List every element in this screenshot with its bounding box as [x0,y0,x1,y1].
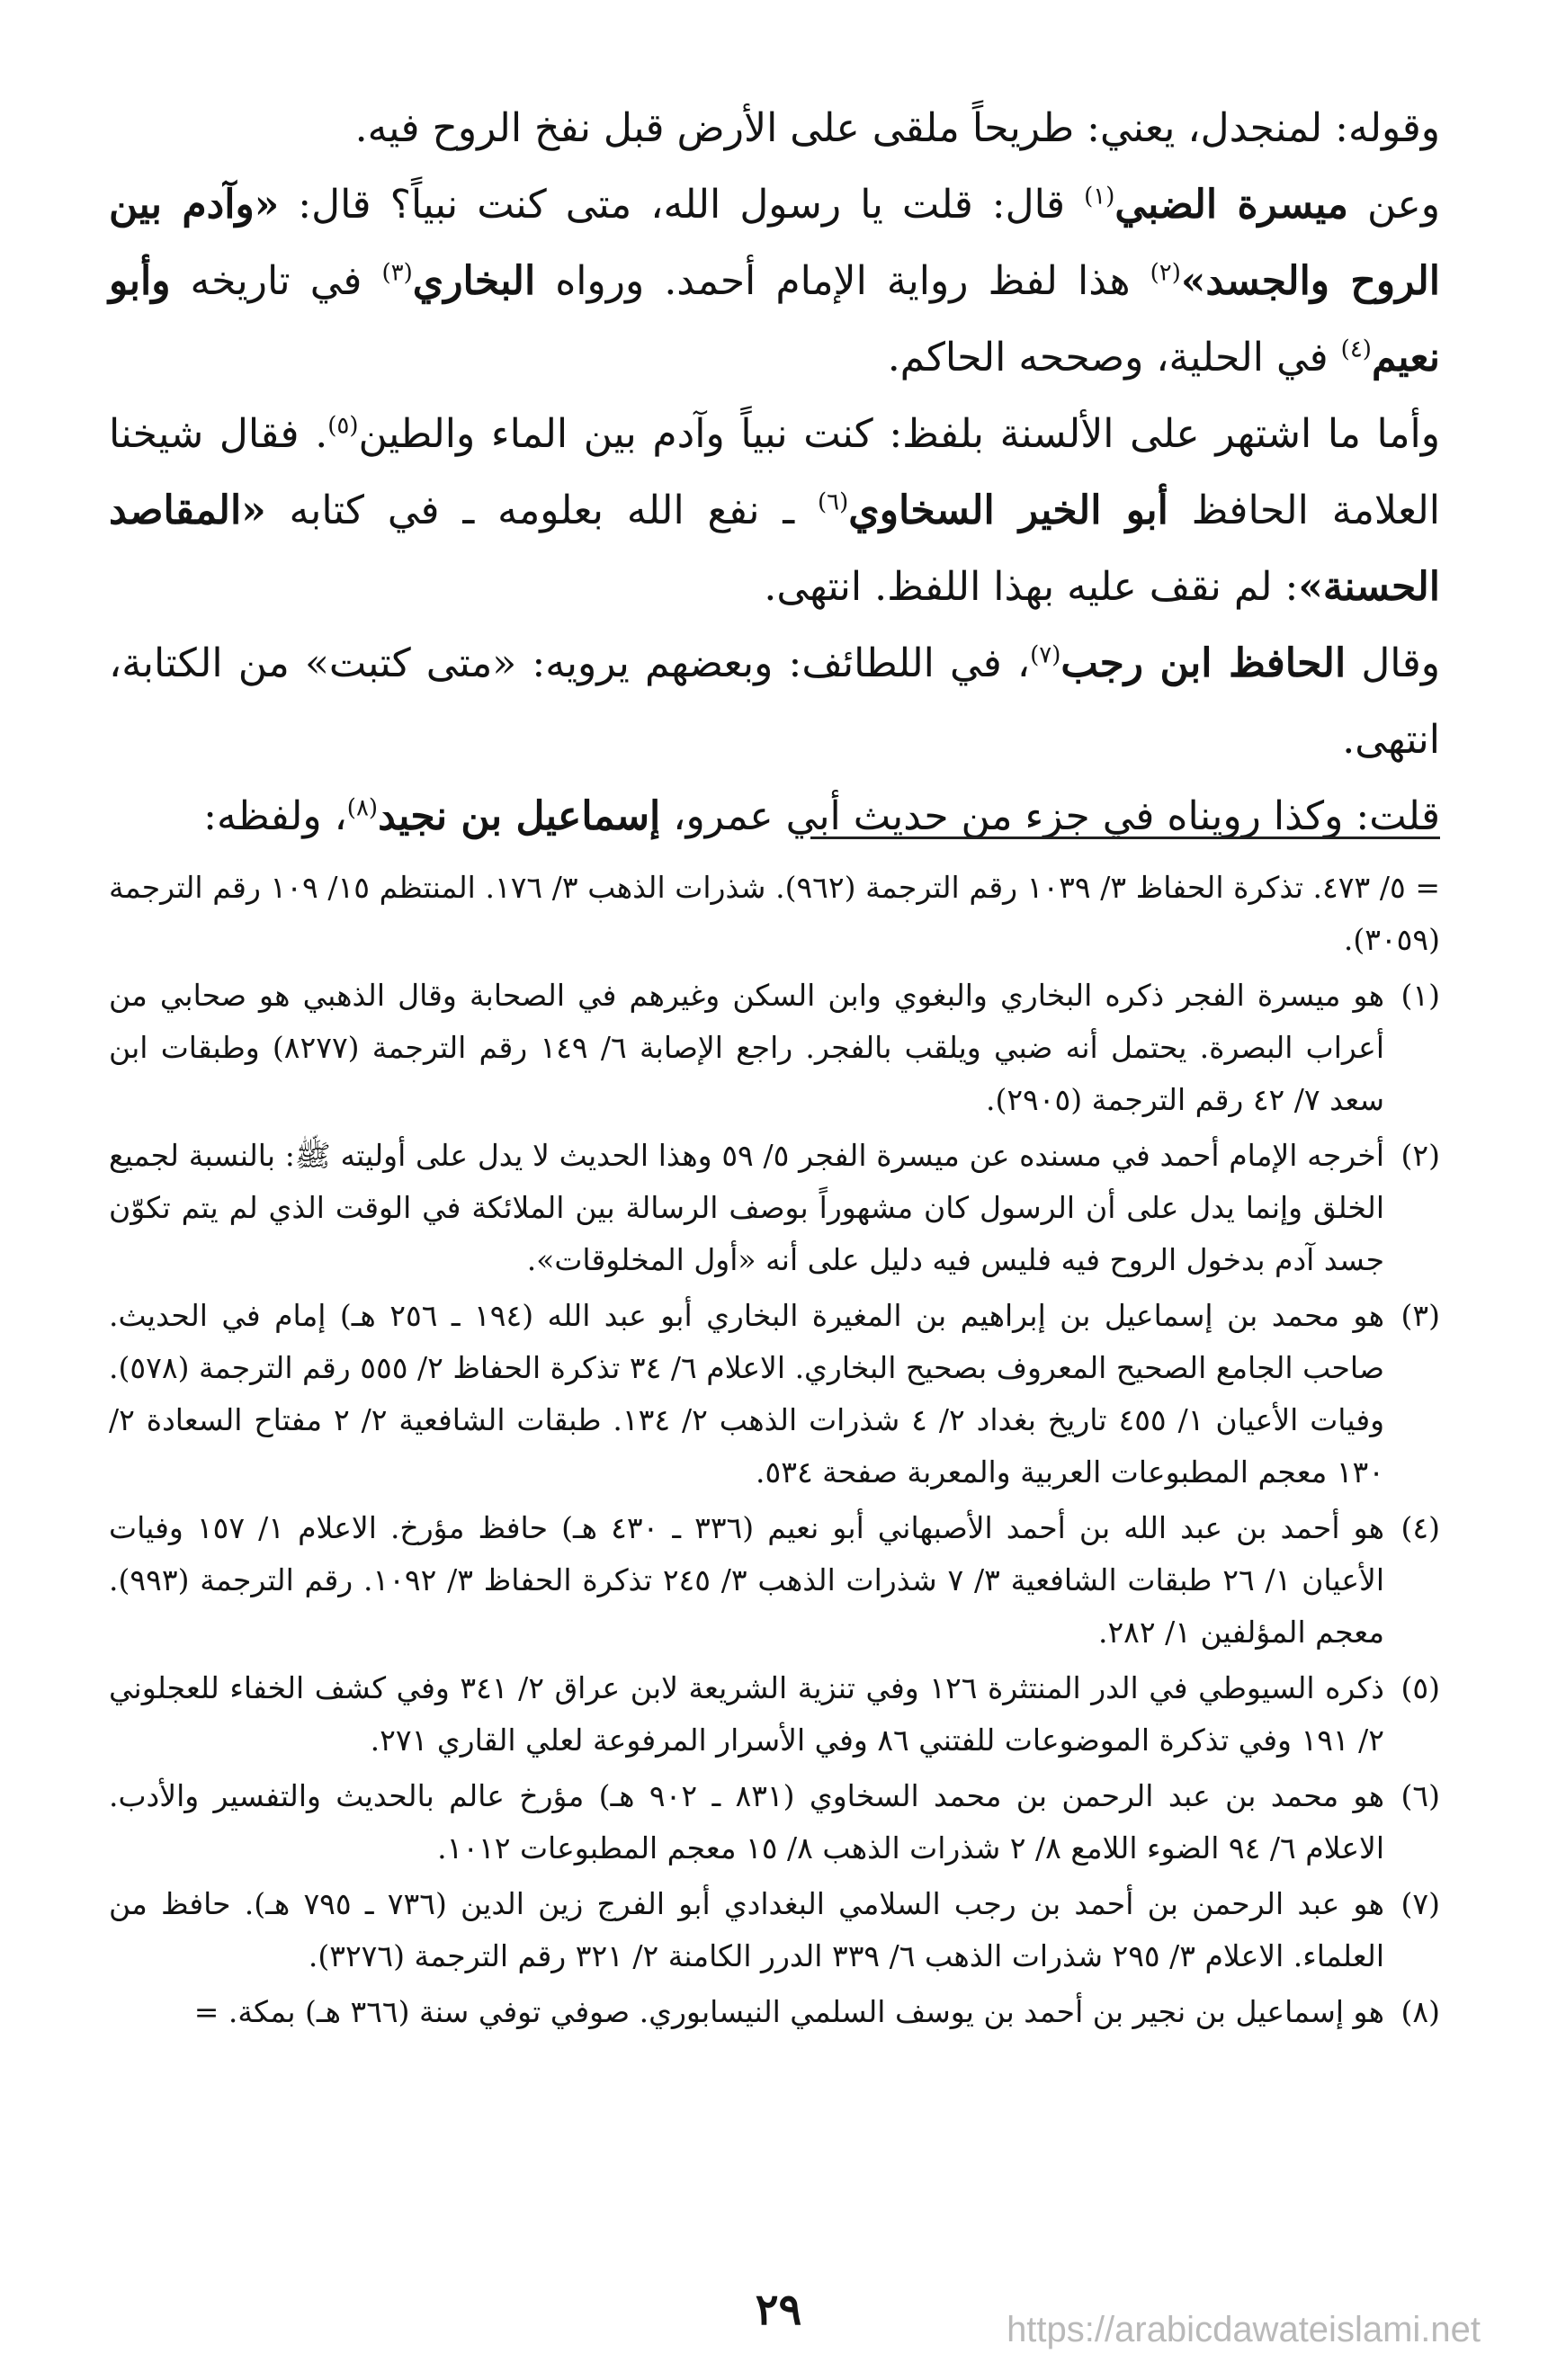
footnote-text: هو عبد الرحمن بن أحمد بن رجب السلامي البغدادي أبو الفرج زين الدين (٧٣٦ ـ ٧٩٥ هـ). حافظ من العلماء. الاعلام ٣/ ٢٩٥ شذرات الذهب ٦/ ٣٣٩ الدرر الكامنة ٢/ ٣٢١ رقم الترجمة (٣٢٧٦). [109,1886,1384,1973]
footnote-text: هو ميسرة الفجر ذكره البخاري والبغوي وابن السكن وغيرهم في الصحابة وقال الذهبي هو صحابي من أعراب البصرة. يحتمل أنه ضبي ويلقب بالفجر. راجع الإصابة ٦/ ١٤٩ رقم الترجمة (٨٢٧٧) وطبقات ابن سعد ٧/ ٤٢ رقم الترجمة (٢٩٠٥). [109,978,1384,1117]
footnote-3 [109,1290,1440,1499]
footnote-number: (٢) [1400,1138,1440,1173]
footnote-4 [109,1502,1440,1659]
footnote-ref-7[interactable]: (٧) [1030,641,1061,669]
paragraph-5: قلت: وكذا رويناه في جزء من حديث أبي عمرو، إسماعيل بن نجيد$^{(٨)}$، ولفظه: [203,793,1440,839]
footnote-number: (٥) [1400,1670,1440,1705]
footnote-number: (٣) [1400,1298,1440,1333]
name-maysara: ميسرة الضبي [1114,182,1348,228]
footnote-2 [109,1130,1440,1286]
main-text [109,90,1440,854]
footnote-text: هو محمد بن عبد الرحمن بن محمد السخاوي (٨٣١ ـ ٩٠٢ هـ) مؤرخ عالم بالحديث والتفسير والأدب. الاعلام ٦/ ٩٤ الضوء اللامع ٨/ ٢ شذرات الذهب ٨/ ١٥ معجم المطبوعات ١٠١٢. [109,1778,1384,1866]
watermark-url: https://arabicdawateislami.net [1007,2310,1481,2349]
paragraph-1: وقوله: لمنجدل، يعني: طريحاً ملقى على الأرض قبل نفخ الروح فيه. [354,105,1440,151]
paragraph-4: وقال الحافظ ابن رجب$^{(٧)}$، في اللطائف: وبعضهم يرويه: «متى كتبت» من الكتابة، انتهى. [109,640,1440,763]
paragraph-2: وعن ميسرة الضبي$^{(١)}$ قال: قلت يا رسول الله، متى كنت نبياً؟ قال: «وآدم بين الروح والجسد»$^{(٢)}$ هذا لفظ رواية الإمام أحمد. ورواه البخاري$^{(٣)}$ في تاريخه وأبو نعيم$^{(٤)}$ في الحلية، وصححه الحاكم. [109,182,1440,380]
footnote-6 [109,1770,1440,1874]
footnote-number: (١) [1400,978,1440,1013]
footnote-continuation: = ٥/ ٤٧٣. تذكرة الحفاظ ٣/ ١٠٣٩ رقم الترجمة (٩٦٢). شذرات الذهب ٣/ ١٧٦. المنتظم ١٥/ ١٠٩ رقم الترجمة (٣٠٥٩). [109,870,1441,957]
paragraph-3: وأما ما اشتهر على الألسنة بلفظ: كنت نبياً وآدم بين الماء والطين$^{(٥)}$. فقال شيخنا العلامة الحافظ أبو الخير السخاوي$^{(٦)}$ ـ نفع الله بعلومه ـ في كتابه «المقاصد الحسنة»: لم نقف عليه بهذا اللفظ. انتهى. [109,411,1440,610]
name-ismail-bin-nujayd: إسماعيل بن نجيد [378,793,661,839]
footnote-number: (٤) [1400,1510,1440,1545]
footnote-separator [810,837,1440,839]
book-title: «المقاصد الحسنة» [109,488,1440,610]
footnote-ref-6[interactable]: (٦) [818,488,849,516]
footnote-ref-4[interactable]: (٤) [1340,336,1372,363]
footnote-ref-5[interactable]: (٥) [327,412,359,440]
footnote-8 [109,1986,1440,2038]
name-ibn-rajab: الحافظ ابن رجب [1060,640,1347,686]
footnote-text: هو محمد بن إسماعيل بن إبراهيم بن المغيرة البخاري أبو عبد الله (١٩٤ ـ ٢٥٦ هـ) إمام في الحديث. صاحب الجامع الصحيح المعروف بصحيح البخاري. الاعلام ٦/ ٣٤ تذكرة الحفاظ ٢/ ٥٥٥ رقم الترجمة (٥٧٨). وفيات الأعيان ١/ ٤٥٥ تاريخ بغداد ٢/ ٤ شذرات الذهب ٢/ ١٣٤. طبقات الشافعية ٢/ ٢ مفتاح السعادة ٢/ ١٣٠ معجم المطبوعات العربية والمعربة صفحة ٥٣٤. [109,1298,1385,1490]
footnote-text: ذكره السيوطي في الدر المنتثرة ١٢٦ وفي تنزية الشريعة لابن عراق ٢/ ٣٤١ وفي كشف الخفاء للعجلوني ٢/ ١٩١ وفي تذكرة الموضوعات للفتني ٨٦ وفي الأسرار المرفوعة لعلي القاري ٢٧١. [109,1670,1385,1758]
footnote-text: هو إسماعيل بن نجير بن أحمد بن يوسف السلمي النيسابوري. صوفي توفي سنة (٣٦٦ هـ) بمكة. = [193,1994,1384,2029]
footnote-7 [109,1878,1440,1982]
footnote-ref-2[interactable]: (٢) [1150,259,1181,287]
footnote-1 [109,970,1440,1126]
footnote-text: أخرجه الإمام أحمد في مسنده عن ميسرة الفجر ٥/ ٥٩ وهذا الحديث لا يدل على أوليته ﷺ: بالنسبة لجميع الخلق وإنما يدل على أن الرسول كان مشهوراً بوصف الرسالة بين الملائكة في الوقت الذي لم يتم تكوّن جسد آدم بدخول الروح فيه فليس فيه دليل على أنه «أول المخلوقات». [109,1138,1384,1277]
page-number: ٢٩ [755,2285,802,2335]
footnote-ref-1[interactable]: (١) [1084,183,1115,210]
footnote-number: (٧) [1400,1886,1440,1921]
hadith-quote: «وآدم بين الروح والجسد» [109,182,1440,304]
footnote-ref-8[interactable]: (٨) [346,794,379,822]
name-sakhawi: أبو الخير السخاوي [848,488,1168,533]
footnotes [109,862,1440,2042]
footnote-number: (٦) [1400,1778,1440,1813]
footnote-ref-3[interactable]: (٣) [381,259,413,287]
footnote-text: هو أحمد بن عبد الله بن أحمد الأصبهاني أبو نعيم (٣٣٦ ـ ٤٣٠ هـ) حافظ مؤرخ. الاعلام ١/ ١٥٧ وفيات الأعيان ١/ ٢٦ طبقات الشافعية ٣/ ٧ شذرات الذهب ٣/ ٢٤٥ تذكرة الحفاظ ٣/ ١٠٩٢. رقم الترجمة (٩٩٣). معجم المؤلفين ١/ ٢٨٢. [109,1510,1385,1650]
name-abu-nuaim: وأبو نعيم [109,258,1440,380]
footnote-5 [109,1662,1440,1767]
name-bukhari: البخاري [412,258,536,304]
footnote-number: (٨) [1400,1994,1440,2029]
